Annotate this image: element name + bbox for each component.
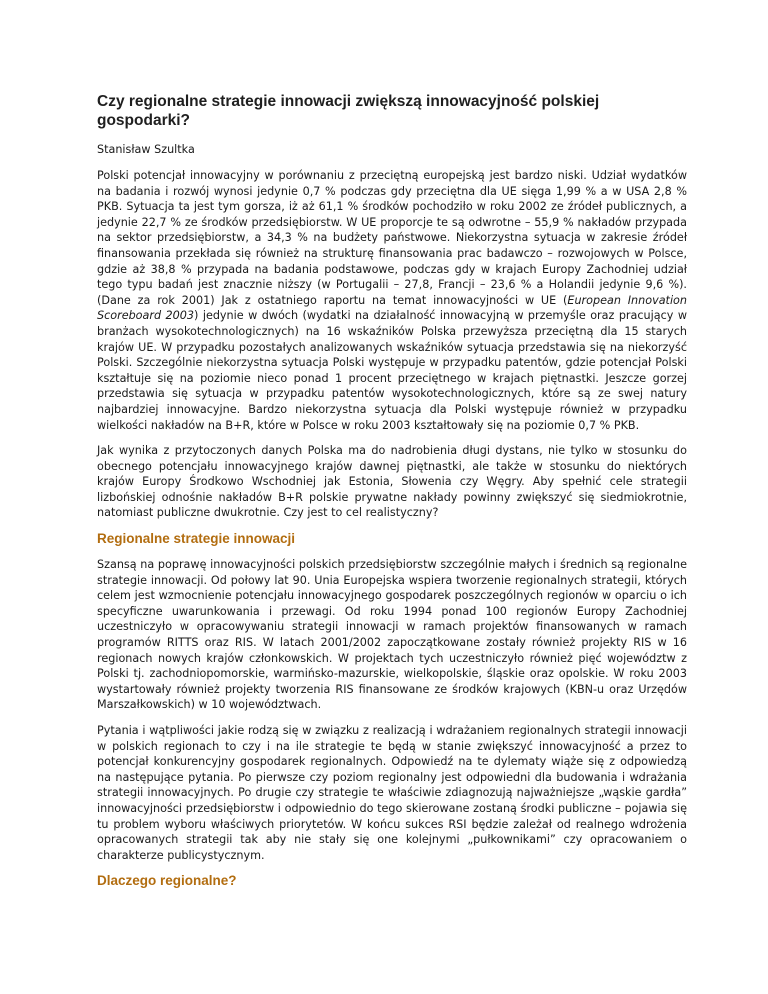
intro-paragraph-1-text-b: ) jedynie w dwóch (wydatki na działalność innowacyjną w przemyśle oraz pracujący w branżach wysokotechnologicznych) na 16 wskaźników Polska przewyższa przeciętną dla 15 starych krajów UE. W przypadku pozostałych analizowanych wskaźników sytuacja przedstawia się na niekorzyść Polski. Szczególnie niekorzystna sytuacja Polski występuje w przypadku patentów, gdzie potencjał Polski kształtuje się na poziomie nieco ponad 1 procent przeciętnego w krajach piętnastki. Jeszcze gorzej przedstawia się sytuacja w przypadku patentów wysokotechnologicznych, które są ze swej natury najbardziej innowacyjne. Bardzo niekorzystna sytuacja dla Polski występuje również w przypadku wielkości nakładów na B+R, które w Polsce w roku 2003 kształtowały się na poziomie 0,7 % PKB. [97,309,687,432]
section1-paragraph-1: Szansą na poprawę innowacyjności polskich przedsiębiorstw szczególnie małych i średnich są regionalne strategie innowacji. Od połowy lat 90. Unia Europejska wspiera tworzenie regionalnych strategii, których celem jest wzmocnienie potencjału innowacyjnego gospodarek poszczególnych regionów w oparciu o ich specyficzne uwarunkowania i przewagi. Od roku 1994 ponad 100 regionów Europy Zachodniej uczestniczyło w opracowywaniu strategii innowacji w ramach projektów finansowanych w ramach programów RITTS oraz RIS. W latach 2001/2002 zapoczątkowane zostały również projekty RIS w 16 regionach nowych krajów członkowskich. W projektach tych uczestniczyło również pięć województw z Polski tj. zachodniopomorskie, warmińsko-mazurskie, wielkopolskie, śląskie oraz opolskie. W roku 2003 wystartowały również projekty tworzenia RIS finansowane ze środków krajowych (KBN-u oraz Urzędów Marszałkowskich) w 10 województwach. [97,558,687,712]
intro-paragraph-1-text-a: Polski potencjał innowacyjny w porównaniu z przeciętną europejską jest bardzo niski. Udział wydatków na badania i rozwój wynosi jedynie 0,7 % podczas gdy przeciętna dla UE sięga 1,99 % a w USA 2,8 % PKB. Sytuacja ta jest tym gorsza, iż aż 61,1 % środków pochodziło w roku 2002 ze źródeł publicznych, a jedynie 22,7 % ze środków przedsiębiorstw. W UE proporcje te są odwrotne – 55,9 % nakładów przypada na sektor przedsiębiorstw, a 34,3 % na budżety państwowe. Niekorzystna sytuacja w zakresie źródeł finansowania przekłada się również na strukturę finansowania prac badawczo – rozwojowych w Polsce, gdzie aż 38,8 % przypada na badania podstawowe, podczas gdy w krajach Europy Zachodniej udział tego typu badań jest znacznie niższy (w Portugalii – 27,8, Francji – 23,6 % a Holandii jedynie 9,6 %). (Dane za rok 2001) Jak z ostatniego raportu na temat innowacyjności w UE ( [97,169,687,307]
section-heading-why-regional: Dlaczego regionalne? [97,873,237,889]
report-title-italic: European Innovation Scoreboard 2003 [97,293,687,323]
author-name: Stanisław Szultka [97,143,195,156]
section-heading-regional-strategies: Regionalne strategie innowacji [97,531,296,547]
document-title: Czy regionalne strategie innowacji zwiększą innowacyjność polskiej gospodarki? [97,93,600,129]
intro-paragraph-1 [97,168,687,433]
section1-paragraph-2: Pytania i wątpliwości jakie rodzą się w związku z realizacją i wdrażaniem regionalnych strategii innowacji w polskich regionach to czy i na ile strategie te będą w stanie zwiększyć innowacyjność a przez to potencjał konkurencyjny gospodarek regionalnych. Odpowiedź na te dylematy wiąże się z odpowiedzą na następujące pytania. Po pierwsze czy poziom regionalny jest odpowiedni dla budowania i wdrażania strategii innowacyjnych. Po drugie czy strategie te właściwie zdiagnozują najważniejsze „wąskie gardła” innowacyjności przedsiębiorstw i odpowiednio do tego skierowane zostaną środki publiczne – pojawia się tu problem wyboru właściwych priorytetów. W końcu sukces RSI będzie zależał od realnego wdrożenia opracowanych strategii tak aby nie stały się one kolejnymi „pułkownikami” czy opracowaniem o charakterze publicystycznym. [97,724,687,862]
intro-paragraph-2: Jak wynika z przytoczonych danych Polska ma do nadrobienia długi dystans, nie tylko w stosunku do obecnego potencjału innowacyjnego krajów dawnej piętnastki, ale także w stosunku do niektórych krajów Europy Środkowo Wschodniej jak Estonia, Słowenia czy Węgry. Aby spełnić cele strategii lizbońskiej odnośnie nakładów B+R polskie prywatne nakłady powinny zwiększyć się siedmiokrotnie, natomiast publiczne dwukrotnie. Czy jest to cel realistyczny? [97,444,687,520]
